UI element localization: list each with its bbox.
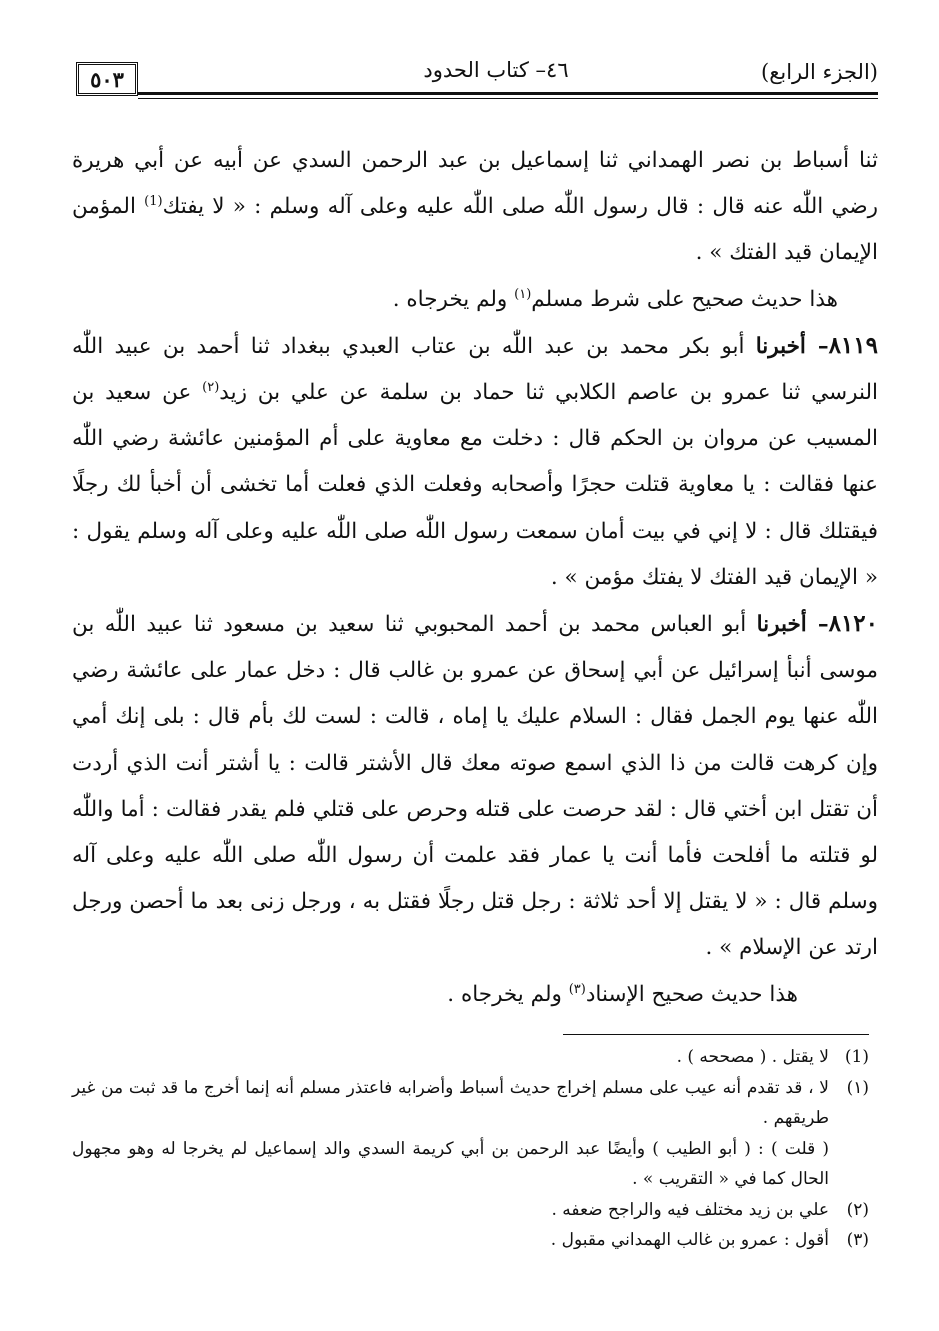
grading-text: هذا حديث صحيح على شرط مسلم	[531, 286, 838, 312]
page-number: ٥٠٣	[90, 66, 124, 92]
footnote-text: علي بن زيد مختلف فيه والراجح ضعفه .	[551, 1199, 829, 1220]
footnote-separator	[563, 1034, 869, 1035]
footnote-ref: (1)	[144, 194, 163, 210]
footnote-ref: (١)	[514, 286, 532, 302]
hadith-text-end: عن سعيد بن المسيب عن مروان بن الحكم قال : دخلت مع معاوية على أم المؤمنين عائشة رضي اللّٰه عنها فقالت : يا معاوية قتلت حجرًا وأصحابه وفعلت الذي فعلت أما تخشى أن أخبأ لك رجلًا فيقتلك قال : لا إني في بيت أمان سمعت رسول اللّٰه صلى اللّٰه عليه وعلى آله وسلم يقول : « الإيمان قيد الفتك لا يفتك مؤمن » .	[72, 380, 878, 590]
hadith-lead: – أخبرنا	[756, 612, 829, 638]
page-header	[76, 54, 878, 106]
hadith-8120	[72, 601, 878, 972]
footnote	[72, 1042, 869, 1073]
footnote-text: ( قلت ) : ( أبو الطيب ) وأيضًا عبد الرحمن بن أبي كريمة السدي والد إسماعيل لم يخرجا له وهو مجهول الحال كما في « التقريب » .	[72, 1138, 829, 1189]
footnote-mark: (٢)	[846, 1199, 869, 1220]
header-rule	[138, 92, 878, 95]
paragraph	[72, 138, 878, 277]
footnote-ref: (٣)	[568, 981, 586, 997]
footnote-ref: (٢)	[202, 379, 220, 395]
footnote-mark	[829, 1134, 869, 1195]
grading-line	[72, 972, 878, 1018]
footnote	[72, 1225, 869, 1256]
main-text	[72, 138, 878, 1018]
page-number-box	[76, 62, 138, 96]
footnote-text: لا ، قد تقدم أنه عيب على مسلم إخراج حديث أسباط وأضرابه فاعتذر مسلم أنه إنما أخرج ما قد ثبت من غير طريقهم .	[72, 1077, 829, 1128]
footnote-text: أقول : عمرو بن غالب الهمداني مقبول .	[550, 1230, 829, 1250]
grading-text-end: ولم يخرجاه .	[392, 286, 515, 312]
footnotes	[72, 1042, 869, 1256]
chapter-title: ٤٦– كتاب الحدود	[423, 58, 569, 82]
footnote	[72, 1195, 869, 1226]
hadith-number: ٨١١٩	[828, 331, 878, 359]
grading-text: هذا حديث صحيح الإسناد	[585, 981, 798, 1007]
hadith-text: أبو العباس محمد بن أحمد المحبوبي ثنا سعيد بن مسعود ثنا عبيد اللّٰه بن موسى أنبأ إسرائيل عن أبي إسحاق عن عمرو بن غالب قال : دخل عمار على عائشة رضي اللّٰه عنها يوم الجمل فقال : السلام عليك يا إماه ، قالت : لست لك بأم قال : بلى إنك أمي وإن كرهت قالت من ذا الذي اسمع صوته معك قال الأشتر قالت : يا أشتر أنت الذي أردت أن تقتل ابن أختي قال : لقد حرصت على قتله وحرص على قتلي فلم يقدر فقالت : أما واللّٰه لو قتلته ما أفلحت فأما أنت يا عمار فقد علمت أن رسول اللّٰه صلى اللّٰه عليه وعلى آله وسلم قال : « لا يقتل إلا أحد ثلاثة : رجل قتل رجلًا فقتل به ، ورجل زنى بعد ما أحصن ورجل ارتد عن الإسلام » .	[72, 612, 878, 961]
hadith-number: ٨١٢٠	[828, 610, 879, 638]
header-rule-thin	[138, 98, 878, 99]
volume-title: (الجزء الرابع)	[761, 60, 878, 84]
hadith-8119	[72, 323, 878, 601]
hadith-text: أبو بكر محمد بن عبد اللّٰه بن عتاب العبدي ببغداد ثنا أحمد بن عبيد اللّٰه النرسي ثنا عمرو بن عاصم الكلابي ثنا حماد بن سلمة عن علي بن زيد	[72, 333, 878, 406]
footnote-text: لا يقتل . ( مصححه ) .	[676, 1047, 829, 1067]
footnote-mark: (١)	[846, 1077, 869, 1098]
footnote	[72, 1134, 869, 1195]
hadith-lead: – أخبرنا	[755, 333, 829, 359]
grading-line	[72, 277, 878, 323]
footnote	[72, 1073, 869, 1134]
grading-text-end: ولم يخرجاه .	[447, 981, 569, 1007]
footnote-mark: (٣)	[846, 1230, 869, 1250]
paragraph-text: ثنا أسباط بن نصر الهمداني ثنا إسماعيل بن عبد الرحمن السدي عن أبيه عن أبي هريرة رضي اللّٰه عنه قال : قال رسول اللّٰه صلى اللّٰه عليه وعلى آله وسلم : « لا يفتك	[72, 148, 878, 220]
footnote-mark: (1)	[844, 1047, 869, 1067]
paragraph-text-end: المؤمن الإيمان قيد الفتك » .	[72, 194, 878, 266]
